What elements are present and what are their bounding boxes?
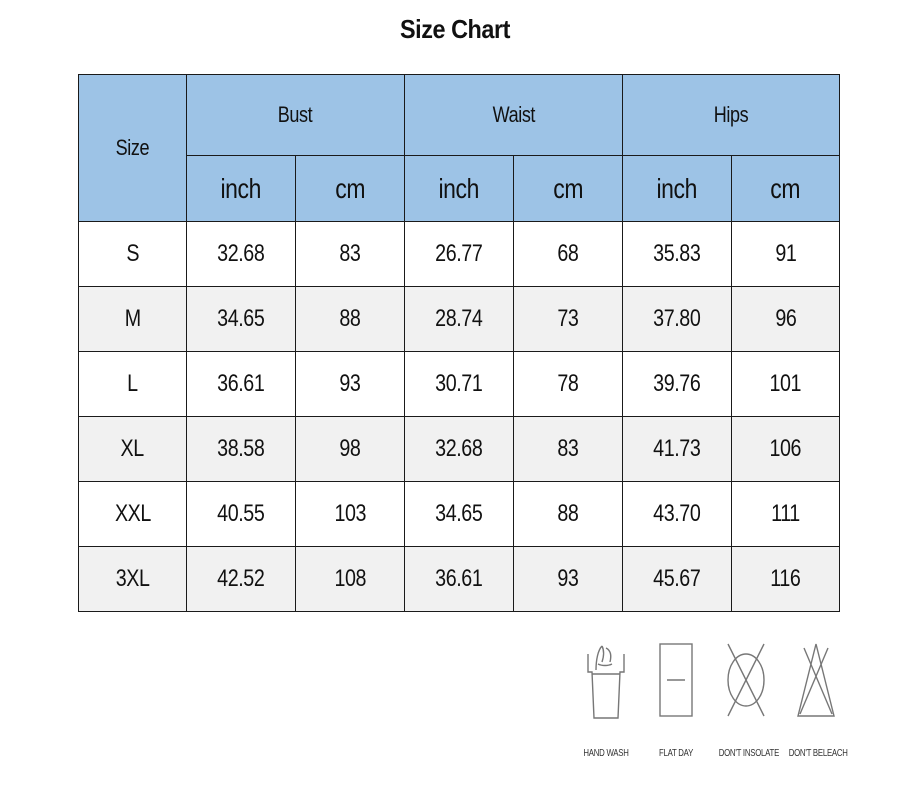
hips-header: Hips <box>623 75 840 156</box>
table-row <box>79 222 840 287</box>
table-cell: 88 <box>514 482 623 547</box>
table-cell: 41.73 <box>623 417 732 482</box>
page-title: Size Chart <box>400 14 510 44</box>
table-cell: M <box>79 287 187 352</box>
table-cell: 68 <box>514 222 623 287</box>
table-cell: 91 <box>732 222 840 287</box>
waist-header: Waist <box>405 75 623 156</box>
table-row <box>79 547 840 612</box>
table-cell: 83 <box>296 222 405 287</box>
care-label: HAND WASH <box>583 748 629 759</box>
table-cell: L <box>79 352 187 417</box>
table-cell: 96 <box>732 287 840 352</box>
table-cell: 35.83 <box>623 222 732 287</box>
unit-header: inch <box>623 156 732 222</box>
table-cell: 34.65 <box>187 287 296 352</box>
table-row <box>79 482 840 547</box>
table-cell: 93 <box>296 352 405 417</box>
bust-header: Bust <box>187 75 405 156</box>
table-cell: 73 <box>514 287 623 352</box>
care-label: DON'T INSOLATE <box>718 748 780 759</box>
unit-header: inch <box>405 156 514 222</box>
care-label: FLAT DAY <box>658 748 694 759</box>
table-cell: 37.80 <box>623 287 732 352</box>
table-row <box>79 417 840 482</box>
table-cell: 111 <box>732 482 840 547</box>
table-cell: 106 <box>732 417 840 482</box>
care-label: DON'T BELEACH <box>788 748 848 759</box>
care-item-hand-wash <box>571 640 641 759</box>
table-cell: 32.68 <box>187 222 296 287</box>
table-cell: 103 <box>296 482 405 547</box>
table-cell: XXL <box>79 482 187 547</box>
unit-header: inch <box>187 156 296 222</box>
table-cell: 83 <box>514 417 623 482</box>
table-cell: 116 <box>732 547 840 612</box>
care-item-flat-dry <box>641 640 711 759</box>
table-cell: 98 <box>296 417 405 482</box>
table-row <box>79 287 840 352</box>
table-cell: 3XL <box>79 547 187 612</box>
table-cell: 30.71 <box>405 352 514 417</box>
table-cell: 38.58 <box>187 417 296 482</box>
unit-header: cm <box>514 156 623 222</box>
table-cell: 88 <box>296 287 405 352</box>
table-cell: 36.61 <box>187 352 296 417</box>
unit-header: cm <box>732 156 840 222</box>
do-not-bleach-icon <box>794 640 838 720</box>
table-cell: XL <box>79 417 187 482</box>
table-cell: 78 <box>514 352 623 417</box>
table-cell: 36.61 <box>405 547 514 612</box>
table-cell: 43.70 <box>623 482 732 547</box>
table-cell: 39.76 <box>623 352 732 417</box>
table-cell: 34.65 <box>405 482 514 547</box>
table-row <box>79 352 840 417</box>
size-chart-table <box>78 74 840 612</box>
table-cell: 32.68 <box>405 417 514 482</box>
table-cell: 45.67 <box>623 547 732 612</box>
table-cell: 26.77 <box>405 222 514 287</box>
care-item-dont-insolate <box>711 640 781 759</box>
hand-wash-icon <box>584 640 628 720</box>
do-not-tumble-dry-icon <box>724 640 768 720</box>
unit-header: cm <box>296 156 405 222</box>
care-item-dont-bleach <box>781 640 851 759</box>
table-cell: 40.55 <box>187 482 296 547</box>
table-cell: 108 <box>296 547 405 612</box>
table-cell: 42.52 <box>187 547 296 612</box>
table-cell: 101 <box>732 352 840 417</box>
size-column-header: Size <box>79 75 187 222</box>
table-cell: 28.74 <box>405 287 514 352</box>
flat-dry-icon <box>654 640 698 720</box>
table-cell: S <box>79 222 187 287</box>
table-cell: 93 <box>514 547 623 612</box>
